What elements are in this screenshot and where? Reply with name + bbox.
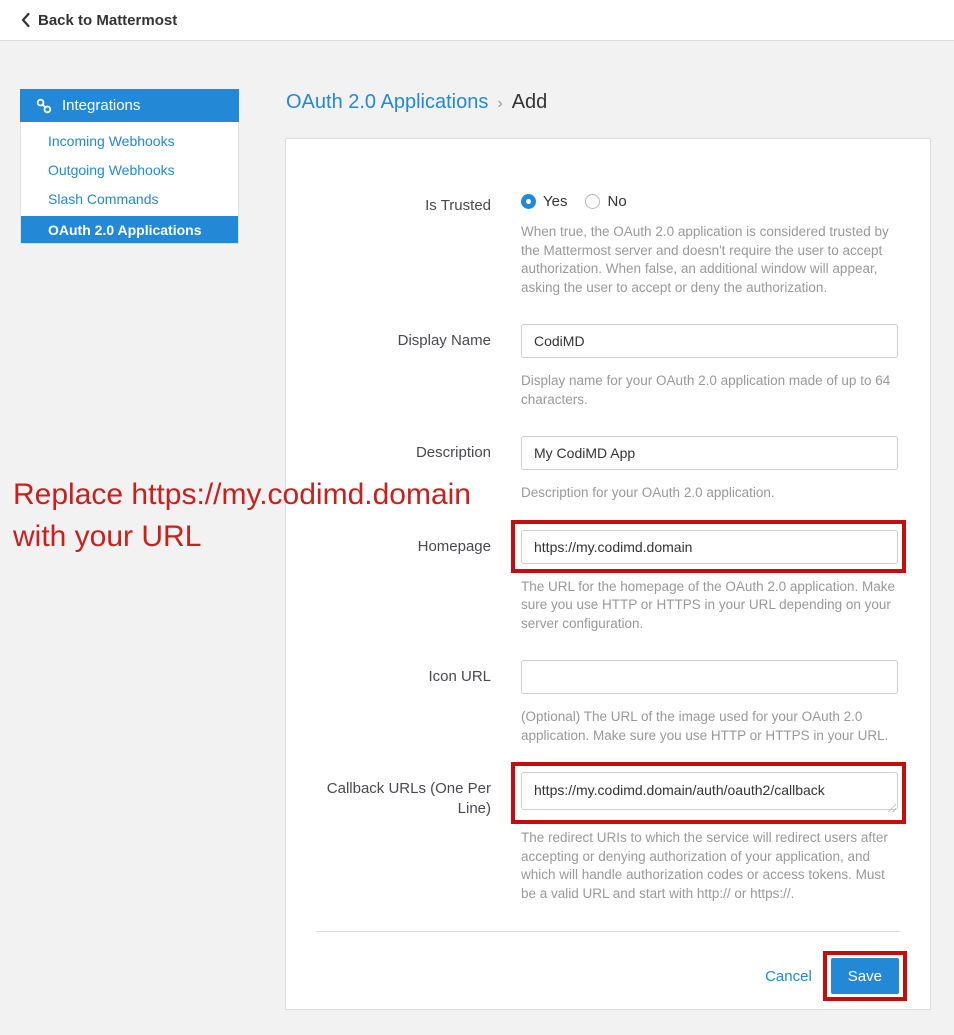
topbar [0,0,954,41]
sidebar-item-label: OAuth 2.0 Applications [48,221,202,238]
callback-urls-label: Callback URLs (One Per Line) [326,780,491,817]
description-input[interactable] [521,436,898,470]
is-trusted-label: Is Trusted [425,197,491,214]
form-row-homepage [316,530,901,634]
sidebar-item-incoming-webhooks[interactable] [21,126,238,155]
icon-url-help: (Optional) The URL of the image used for your OAuth 2.0 application. Make sure you use HTTP or HTTPS in your URL. [521,709,889,743]
link-icon [36,98,52,114]
annotation-line-1: Replace https://my.codimd.domain [13,478,471,511]
annotation-line-2: with your URL [13,520,202,553]
sidebar-header-label: Integrations [62,97,141,114]
form-row-icon-url [316,660,901,745]
radio-no-label: No [607,192,627,210]
display-name-label: Display Name [397,332,491,349]
back-to-mattermost-link[interactable] [21,12,177,29]
form-row-description [316,436,901,503]
sidebar-item-oauth-applications[interactable] [21,216,238,243]
is-trusted-no-radio[interactable] [585,193,626,210]
back-label: Back to Mattermost [38,11,178,29]
is-trusted-yes-radio[interactable] [521,193,567,210]
sidebar-header-integrations [20,89,239,122]
is-trusted-help: When true, the OAuth 2.0 application is considered trusted by the Mattermost server and doesn't require the user to accept authorization. When false, an additional window will appear, asking the user to accept or deny the authorization. [521,224,889,295]
sidebar-item-label: Slash Commands [48,190,159,207]
radio-selected-icon [521,194,536,209]
save-button[interactable]: Save [831,958,899,994]
radio-unselected-icon [585,194,600,209]
radio-yes-label: Yes [543,192,568,210]
display-name-help: Display name for your OAuth 2.0 application made of up to 64 characters. [521,373,891,407]
homepage-help: The URL for the homepage of the OAuth 2.0 application. Make sure you use HTTP or HTTPS in your URL depending on your server configuration. [521,578,895,631]
integrations-sidebar [20,89,239,244]
chevron-left-icon [21,13,30,27]
breadcrumb-separator-icon: › [497,95,503,112]
form-row-is-trusted [316,189,901,297]
form-row-display-name [316,324,901,409]
sidebar-item-label: Outgoing Webhooks [48,161,175,178]
breadcrumb [286,91,547,114]
sidebar-item-slash-commands[interactable] [21,184,238,213]
icon-url-label: Icon URL [428,668,491,685]
breadcrumb-current: Add [511,91,548,113]
form-row-callback-urls [316,772,901,903]
icon-url-input[interactable] [521,660,898,694]
homepage-input[interactable] [521,530,898,564]
sidebar-item-label: Incoming Webhooks [48,132,175,149]
description-help: Description for your OAuth 2.0 application. [521,485,775,500]
callback-urls-textarea[interactable] [521,772,898,810]
oauth-add-form-panel [285,138,931,1010]
sidebar-menu [20,122,239,244]
breadcrumb-oauth-applications-link[interactable]: OAuth 2.0 Applications [286,91,489,113]
sidebar-item-outgoing-webhooks[interactable] [21,155,238,184]
homepage-label: Homepage [417,537,491,555]
description-label: Description [415,444,491,461]
cancel-button[interactable]: Cancel [765,967,812,985]
form-footer [316,931,901,994]
callback-urls-help: The redirect URIs to which the service will redirect users after accepting or denying authorization of your application, and which will handle authorization codes or access tokens. Must be a valid URL and start with http:// or https://. [521,830,888,901]
display-name-input[interactable] [521,324,898,358]
